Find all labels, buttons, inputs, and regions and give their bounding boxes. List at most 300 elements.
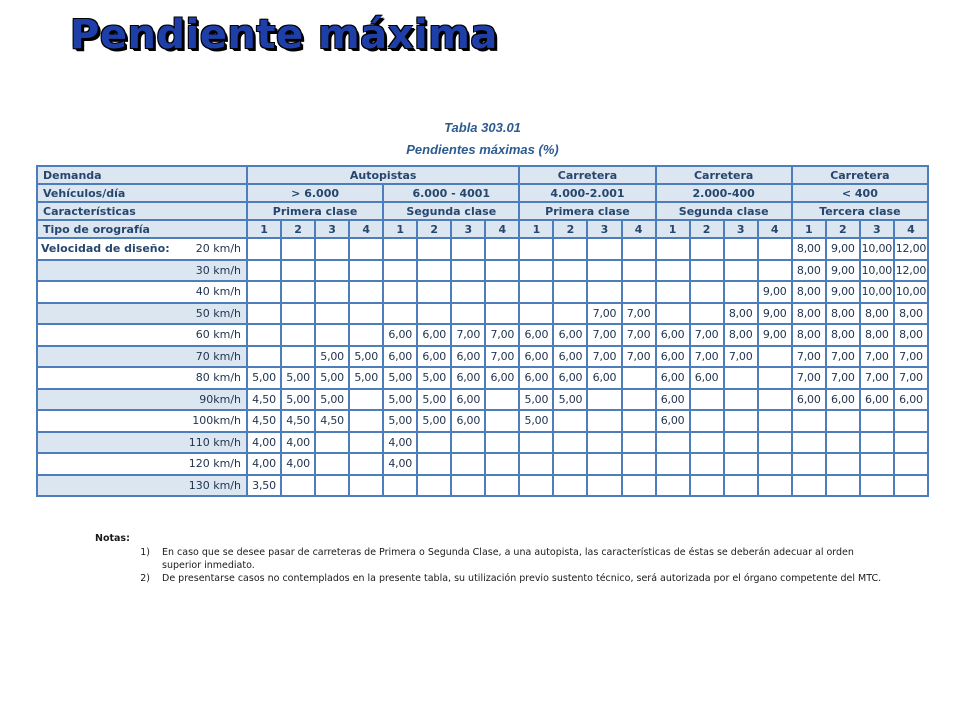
slope-cell	[758, 238, 792, 260]
slope-cell	[826, 410, 860, 432]
slope-cell: 8,00	[894, 324, 928, 346]
slope-cell: 6,00	[451, 389, 485, 411]
header-orografia-cell: 1	[519, 220, 553, 238]
slope-cell	[247, 346, 281, 368]
table-row	[37, 281, 928, 303]
slope-cell	[826, 475, 860, 497]
slope-cell	[315, 281, 349, 303]
header-orografia-cell: 4	[894, 220, 928, 238]
slope-cell: 5,00	[349, 367, 383, 389]
slope-cell	[485, 475, 519, 497]
slope-cell	[690, 238, 724, 260]
table-row	[37, 238, 928, 260]
table-row	[37, 367, 928, 389]
note-item	[95, 572, 885, 585]
slope-cell	[451, 238, 485, 260]
header-demanda-carretera-1: Carretera	[519, 166, 655, 184]
slope-cell	[485, 432, 519, 454]
slope-cell	[349, 260, 383, 282]
slope-cell	[860, 432, 894, 454]
slope-cell: 5,00	[519, 389, 553, 411]
slope-cell	[553, 410, 587, 432]
slope-cell: 5,00	[553, 389, 587, 411]
header-orografia-cell: 3	[724, 220, 758, 238]
slope-cell	[553, 260, 587, 282]
slope-cell: 6,00	[553, 367, 587, 389]
speed-value: 80 km/h	[37, 367, 247, 389]
slope-cell: 7,00	[860, 346, 894, 368]
slope-cell	[349, 453, 383, 475]
slope-cell	[451, 475, 485, 497]
speed-value: 130 km/h	[37, 475, 247, 497]
slope-cell: 6,00	[383, 346, 417, 368]
slope-cell	[758, 389, 792, 411]
slope-cell	[281, 346, 315, 368]
slope-cell	[894, 453, 928, 475]
header-orografia-cell: 1	[383, 220, 417, 238]
slope-cell: 3,50	[247, 475, 281, 497]
slope-cell: 7,00	[690, 346, 724, 368]
slope-cell	[724, 432, 758, 454]
slope-cell	[792, 410, 826, 432]
slope-cell	[247, 238, 281, 260]
slope-cell: 6,00	[451, 346, 485, 368]
slope-cell	[724, 475, 758, 497]
slope-cell: 5,00	[417, 389, 451, 411]
slope-cell: 6,00	[519, 346, 553, 368]
slope-cell	[792, 453, 826, 475]
slope-cell: 5,00	[315, 389, 349, 411]
slope-cell	[281, 324, 315, 346]
slope-cell	[519, 281, 553, 303]
slope-cell: 7,00	[724, 346, 758, 368]
slope-cell	[587, 281, 621, 303]
slope-cell	[383, 281, 417, 303]
slope-cell: 6,00	[383, 324, 417, 346]
slope-cell	[315, 432, 349, 454]
slope-cell	[281, 303, 315, 325]
slope-cell	[485, 389, 519, 411]
slope-cell	[587, 260, 621, 282]
slope-cell: 9,00	[826, 238, 860, 260]
slope-cell: 7,00	[587, 303, 621, 325]
speed-value: 100km/h	[37, 410, 247, 432]
slope-cell: 6,00	[894, 389, 928, 411]
header-orografia-cell: 2	[281, 220, 315, 238]
slope-cell: 10,00	[860, 238, 894, 260]
slope-cell	[281, 281, 315, 303]
slopes-table	[36, 165, 929, 497]
slope-cell: 8,00	[792, 281, 826, 303]
slope-cell	[656, 475, 690, 497]
header-orografia-cell: 3	[315, 220, 349, 238]
slope-cell: 8,00	[860, 303, 894, 325]
header-row-demanda	[37, 166, 928, 184]
table-row	[37, 432, 928, 454]
slope-cell: 9,00	[758, 281, 792, 303]
slope-cell	[451, 260, 485, 282]
slope-cell	[587, 389, 621, 411]
header-row-caracteristicas	[37, 202, 928, 220]
slope-cell	[690, 453, 724, 475]
slope-cell	[485, 238, 519, 260]
slope-cell	[690, 260, 724, 282]
slope-cell: 4,00	[247, 432, 281, 454]
slope-cell	[485, 281, 519, 303]
slope-cell: 6,00	[656, 389, 690, 411]
slope-cell	[349, 303, 383, 325]
slope-cell: 4,50	[281, 410, 315, 432]
slope-cell	[485, 453, 519, 475]
slope-cell	[622, 475, 656, 497]
slope-cell: 6,00	[860, 389, 894, 411]
slope-cell: 5,00	[383, 389, 417, 411]
slope-cell	[451, 281, 485, 303]
slope-cell	[656, 238, 690, 260]
slope-cell: 10,00	[860, 281, 894, 303]
header-orografia-cell: 1	[792, 220, 826, 238]
slope-cell: 4,50	[315, 410, 349, 432]
header-label-demanda: Demanda	[37, 166, 247, 184]
header-orografia-cell: 1	[656, 220, 690, 238]
speed-value: 60 km/h	[37, 324, 247, 346]
slope-cell	[587, 238, 621, 260]
slope-cell: 8,00	[826, 324, 860, 346]
slope-cell	[690, 432, 724, 454]
slope-cell	[622, 260, 656, 282]
slope-cell	[349, 475, 383, 497]
note-item	[95, 546, 885, 572]
slope-cell: 8,00	[792, 324, 826, 346]
slope-cell: 12,00	[894, 238, 928, 260]
slope-cell	[383, 238, 417, 260]
header-orografia-cell: 4	[758, 220, 792, 238]
slope-cell	[724, 260, 758, 282]
slope-cell: 6,00	[553, 324, 587, 346]
slope-cell	[656, 453, 690, 475]
slope-cell	[622, 453, 656, 475]
slope-cell	[315, 260, 349, 282]
note-text: En caso que se desee pasar de carreteras de Primera o Segunda Clase, a una autopista, las características de éstas se deberán adecuar al orden superior inmediato.	[162, 547, 854, 571]
slope-cell	[519, 303, 553, 325]
header-clase-4: Segunda clase	[656, 202, 792, 220]
slope-cell	[826, 453, 860, 475]
slope-cell	[724, 453, 758, 475]
speed-value: 90km/h	[37, 389, 247, 411]
slope-cell	[519, 238, 553, 260]
header-label-vehiculos: Vehículos/día	[37, 184, 247, 202]
note-text: De presentarse casos no contemplados en la presente tabla, su utilización previo sustento técnico, será autorizada por el órgano competente del MTC.	[162, 573, 882, 584]
slope-cell	[383, 475, 417, 497]
table-row	[37, 389, 928, 411]
slope-cell	[758, 346, 792, 368]
slope-cell	[758, 475, 792, 497]
notes-list	[95, 546, 885, 585]
slope-cell	[485, 303, 519, 325]
slope-cell: 6,00	[417, 346, 451, 368]
table-row	[37, 303, 928, 325]
slope-cell	[724, 410, 758, 432]
header-row-vehiculos	[37, 184, 928, 202]
header-clase-5: Tercera clase	[792, 202, 928, 220]
slope-cell: 6,00	[485, 367, 519, 389]
slope-cell	[349, 389, 383, 411]
slope-cell: 7,00	[485, 324, 519, 346]
slope-cell	[519, 432, 553, 454]
slope-cell	[724, 389, 758, 411]
slope-cell	[724, 367, 758, 389]
slope-cell: 7,00	[894, 367, 928, 389]
slope-cell	[485, 260, 519, 282]
slope-cell	[485, 410, 519, 432]
slope-cell	[553, 281, 587, 303]
slope-cell	[724, 238, 758, 260]
slope-cell: 10,00	[860, 260, 894, 282]
speed-label-cell	[37, 238, 247, 260]
slope-cell: 6,00	[656, 367, 690, 389]
slope-cell	[417, 238, 451, 260]
slope-cell: 6,00	[519, 324, 553, 346]
table-row	[37, 346, 928, 368]
slope-cell	[417, 260, 451, 282]
header-demanda-carretera-2: Carretera	[656, 166, 792, 184]
slope-cell	[553, 453, 587, 475]
slope-cell: 4,50	[247, 410, 281, 432]
header-orografia-cell: 3	[451, 220, 485, 238]
note-number: 1)	[140, 547, 150, 558]
slope-cell	[349, 324, 383, 346]
slope-cell: 6,00	[690, 367, 724, 389]
slope-cell: 5,00	[315, 346, 349, 368]
slope-cell	[860, 475, 894, 497]
slope-cell	[826, 432, 860, 454]
slope-cell	[656, 260, 690, 282]
slope-cell	[349, 432, 383, 454]
slope-cell	[519, 260, 553, 282]
note-number: 2)	[140, 573, 150, 584]
slope-cell: 7,00	[792, 367, 826, 389]
slope-cell	[315, 303, 349, 325]
slope-cell	[690, 475, 724, 497]
slope-cell	[349, 238, 383, 260]
slope-cell: 8,00	[792, 260, 826, 282]
slope-cell	[792, 432, 826, 454]
slope-cell: 7,00	[622, 303, 656, 325]
slope-cell	[656, 432, 690, 454]
slope-cell	[758, 260, 792, 282]
slope-cell	[451, 303, 485, 325]
slope-cell	[894, 410, 928, 432]
slope-cell	[758, 367, 792, 389]
table-row	[37, 453, 928, 475]
slope-cell: 8,00	[724, 303, 758, 325]
speed-value: 110 km/h	[37, 432, 247, 454]
header-vehiculos-4: 2.000-400	[656, 184, 792, 202]
slope-cell	[758, 410, 792, 432]
slope-cell: 6,00	[656, 324, 690, 346]
slope-cell	[656, 281, 690, 303]
speed-value: 40 km/h	[37, 281, 247, 303]
slope-cell	[519, 475, 553, 497]
slope-cell	[281, 475, 315, 497]
header-vehiculos-1: > 6.000	[247, 184, 383, 202]
slope-cell	[690, 410, 724, 432]
speed-value: 30 km/h	[37, 260, 247, 282]
slope-cell	[622, 389, 656, 411]
slope-cell	[894, 432, 928, 454]
slope-cell: 6,00	[519, 367, 553, 389]
slope-cell	[349, 410, 383, 432]
slope-cell	[622, 367, 656, 389]
slope-cell	[417, 432, 451, 454]
slope-cell	[894, 475, 928, 497]
slope-cell: 5,00	[417, 367, 451, 389]
table-row	[37, 475, 928, 497]
slope-cell: 6,00	[451, 367, 485, 389]
speed-value: 70 km/h	[37, 346, 247, 368]
header-demanda-autopistas: Autopistas	[247, 166, 519, 184]
slope-cell: 9,00	[758, 303, 792, 325]
header-demanda-carretera-3: Carretera	[792, 166, 928, 184]
header-orografia-cell: 3	[860, 220, 894, 238]
slope-cell: 6,00	[792, 389, 826, 411]
slope-cell: 5,00	[281, 389, 315, 411]
slope-cell	[315, 324, 349, 346]
slope-cell	[860, 410, 894, 432]
slope-cell	[622, 281, 656, 303]
header-orografia-cell: 4	[622, 220, 656, 238]
slope-cell	[281, 260, 315, 282]
slope-cell	[315, 238, 349, 260]
table-row	[37, 410, 928, 432]
header-vehiculos-5: < 400	[792, 184, 928, 202]
slope-cell: 6,00	[656, 346, 690, 368]
slope-cell	[417, 475, 451, 497]
header-clase-2: Segunda clase	[383, 202, 519, 220]
slope-cell	[315, 453, 349, 475]
slope-cell: 9,00	[826, 281, 860, 303]
slope-cell	[690, 303, 724, 325]
header-label-caracteristicas: Características	[37, 202, 247, 220]
slope-cell: 5,00	[417, 410, 451, 432]
slope-cell	[349, 281, 383, 303]
slope-cell: 10,00	[894, 281, 928, 303]
slope-cell	[622, 410, 656, 432]
header-orografia-cell: 4	[349, 220, 383, 238]
slope-cell: 7,00	[587, 346, 621, 368]
header-orografia-cell: 2	[826, 220, 860, 238]
slope-cell	[758, 432, 792, 454]
header-row-orografia	[37, 220, 928, 238]
slope-cell	[417, 281, 451, 303]
slope-cell	[553, 432, 587, 454]
slope-cell: 7,00	[622, 324, 656, 346]
slope-cell: 12,00	[894, 260, 928, 282]
slope-cell: 7,00	[894, 346, 928, 368]
header-clase-1: Primera clase	[247, 202, 383, 220]
slope-cell	[792, 475, 826, 497]
slope-cell	[656, 303, 690, 325]
table-row	[37, 324, 928, 346]
slope-cell	[417, 303, 451, 325]
slope-cell	[622, 238, 656, 260]
header-orografia-cell: 2	[553, 220, 587, 238]
header-orografia-cell: 2	[417, 220, 451, 238]
slope-cell	[553, 303, 587, 325]
header-clase-3: Primera clase	[519, 202, 655, 220]
slope-cell: 6,00	[587, 367, 621, 389]
slope-cell: 4,00	[281, 453, 315, 475]
slope-cell: 4,00	[281, 432, 315, 454]
slope-cell: 7,00	[451, 324, 485, 346]
slide-title: Pendiente máxima	[70, 12, 498, 58]
slope-cell: 4,00	[383, 453, 417, 475]
slope-cell: 7,00	[792, 346, 826, 368]
slope-cell	[622, 432, 656, 454]
slope-cell: 4,00	[247, 453, 281, 475]
slope-cell: 5,00	[383, 410, 417, 432]
slope-cell: 7,00	[485, 346, 519, 368]
slope-cell	[587, 432, 621, 454]
slope-cell	[587, 475, 621, 497]
header-label-orografia: Tipo de orografía	[37, 220, 247, 238]
header-vehiculos-2: 6.000 - 4001	[383, 184, 519, 202]
slope-cell	[587, 410, 621, 432]
slope-cell: 5,00	[519, 410, 553, 432]
slope-cell	[417, 453, 451, 475]
slope-cell	[247, 260, 281, 282]
slope-cell: 9,00	[758, 324, 792, 346]
notes-title: Notas:	[95, 533, 130, 544]
speed-value: 120 km/h	[37, 453, 247, 475]
table-row	[37, 260, 928, 282]
slope-cell: 7,00	[860, 367, 894, 389]
slope-cell: 8,00	[792, 238, 826, 260]
notes	[95, 532, 885, 585]
slope-cell	[519, 453, 553, 475]
slope-cell	[383, 260, 417, 282]
slope-cell: 7,00	[690, 324, 724, 346]
speed-value: 20 km/h	[195, 242, 241, 256]
slope-cell	[553, 238, 587, 260]
slope-cell	[587, 453, 621, 475]
slope-cell: 5,00	[383, 367, 417, 389]
slope-cell: 8,00	[860, 324, 894, 346]
velocidad-label: Velocidad de diseño:	[41, 242, 170, 256]
slope-cell: 6,00	[417, 324, 451, 346]
slope-cell: 6,00	[451, 410, 485, 432]
header-orografia-cell: 2	[690, 220, 724, 238]
speed-value: 50 km/h	[37, 303, 247, 325]
slope-cell	[553, 475, 587, 497]
header-orografia-cell: 3	[587, 220, 621, 238]
slope-cell: 6,00	[553, 346, 587, 368]
header-orografia-cell: 1	[247, 220, 281, 238]
slope-cell: 9,00	[826, 260, 860, 282]
slope-cell: 6,00	[656, 410, 690, 432]
slope-cell	[247, 281, 281, 303]
slope-cell: 8,00	[724, 324, 758, 346]
slope-cell	[247, 324, 281, 346]
slope-cell	[247, 303, 281, 325]
slope-cell: 7,00	[826, 346, 860, 368]
slope-cell: 6,00	[826, 389, 860, 411]
slope-cell: 4,50	[247, 389, 281, 411]
slope-cell: 4,00	[383, 432, 417, 454]
header-vehiculos-3: 4.000-2.001	[519, 184, 655, 202]
header-orografia-cell: 4	[485, 220, 519, 238]
slope-cell: 7,00	[587, 324, 621, 346]
